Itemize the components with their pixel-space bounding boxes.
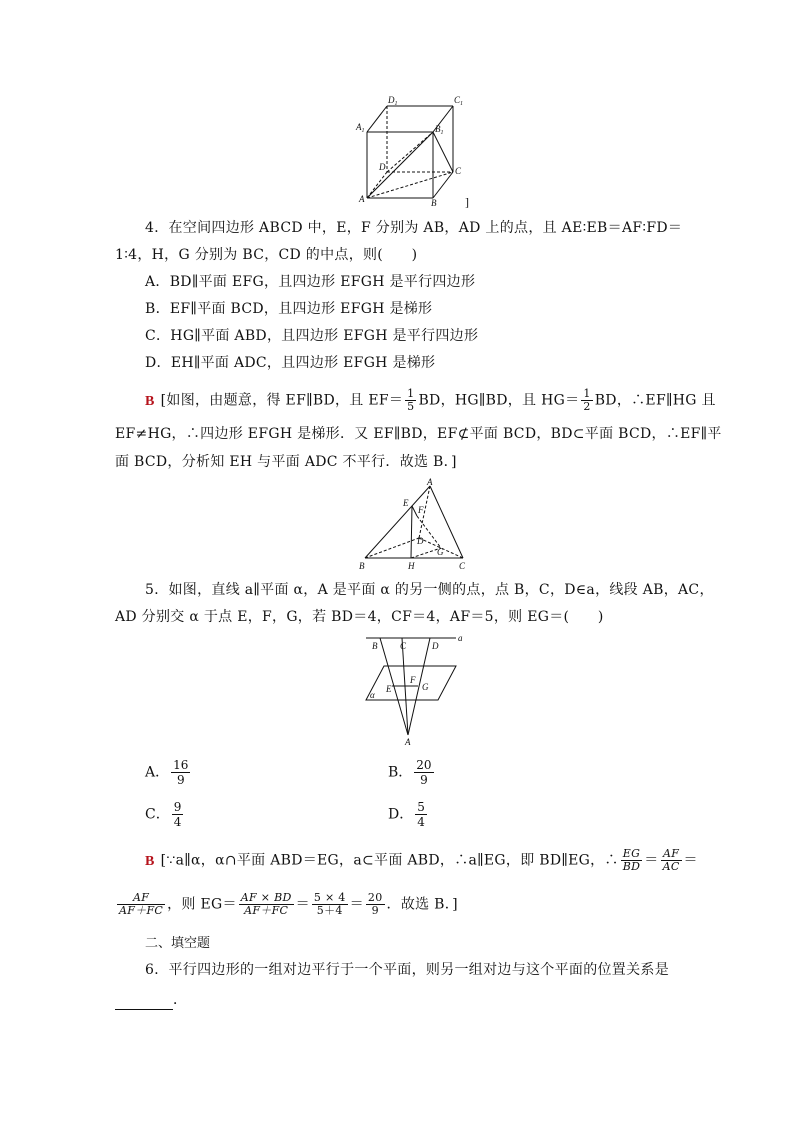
cube-label-b: B	[431, 198, 437, 208]
q5-stem-line2: AD 分别交 α 于点 E，F，G，若 BD＝4，CF＝4，AF＝5，则 EG＝( )	[115, 609, 604, 625]
q5-fraction-af-ac: $\frac{AF}{AC}$	[662, 847, 680, 873]
plane-label-a-point: A	[405, 737, 411, 747]
q5-fraction-af-affc: $\frac{AF}{AF+FC}$	[119, 891, 164, 917]
q5-fraction-numeric: $\frac{5 \times 4}{5+4}$	[313, 891, 346, 917]
q5-option-b: B． $\frac{20}{9}$	[388, 758, 432, 787]
cube-label-c: C	[455, 166, 462, 176]
q5-option-c: C． $\frac{9}{4}$	[145, 800, 182, 829]
cube-label-a1: $A_1$	[356, 122, 365, 134]
q4-fraction-one-half: $\frac{1}{2}$	[583, 387, 591, 413]
q4-fraction-one-fifth: $\frac{1}{5}$	[407, 387, 415, 413]
q4-stem-line2: 1∶4，H，G 分别为 BC，CD 的中点，则( )	[115, 247, 418, 263]
q5-solution-line1: B [∵a∥α，α∩平面 ABD＝EG，a⊂平面 ABD，∴a∥EG，即 BD∥EG，∴ $\frac{EG}{BD}$ ＝ $\frac{AF}{AC}$ ＝	[145, 847, 698, 873]
section-heading-fill-in: 二、填空题	[145, 935, 211, 950]
q4-option-b: B．EF∥平面 BCD，且四边形 EFGH 是梯形	[145, 301, 433, 317]
q4-option-c: C．HG∥平面 ABD，且四边形 EFGH 是平行四边形	[145, 328, 479, 344]
cube-figure	[355, 92, 485, 212]
plane-label-f: F	[410, 675, 416, 685]
plane-label-alpha: α	[370, 690, 375, 700]
plane-label-b: B	[372, 641, 378, 651]
cube-label-c1: $C_1$	[454, 95, 464, 107]
plane-label-g: G	[422, 682, 429, 692]
q5-sol-text-c: ．故选 B．]	[386, 896, 458, 913]
q4-sol-text-a: [如图，由题意，得 EF∥BD，且 EF＝	[160, 392, 404, 409]
plane-label-c: C	[400, 641, 407, 651]
q5-answer-letter: B	[145, 853, 155, 869]
q5-fraction-calc: $\frac{AF \times BD}{AF+FC}$	[240, 891, 292, 917]
q4-answer-letter: B	[145, 393, 155, 409]
cube-label-d: D	[379, 162, 386, 172]
tetra-label-f: F	[418, 505, 424, 515]
q4-sol-text-c: BD，∴EF∥HG 且	[594, 392, 716, 409]
tetra-label-h: H	[408, 561, 415, 571]
q4-solution-line3: 面 BCD，分析知 EH 与平面 ADC 不平行．故选 B．]	[115, 454, 457, 470]
tetra-label-e: E	[403, 498, 409, 508]
q4-solution-line1	[145, 388, 716, 413]
tetra-label-b: B	[359, 561, 365, 571]
q4-sol-text-b: BD，HG∥BD，且 HG＝	[418, 392, 580, 409]
cube-bracket: ]	[465, 195, 469, 209]
tetra-label-a: A	[427, 478, 433, 487]
tetra-label-g: G	[437, 547, 444, 557]
cube-label-b1: $B_1$	[435, 124, 444, 136]
q5-option-d: D． $\frac{5}{4}$	[388, 800, 425, 829]
plane-label-e: E	[386, 684, 392, 694]
cube-label-a: A	[359, 194, 365, 204]
q5-option-a: A． $\frac{16}{9}$	[145, 758, 189, 787]
q4-stem-line1: 4．在空间四边形 ABCD 中，E，F 分别为 AB，AD 上的点，且 AE∶EB＝AF∶FD＝	[145, 220, 683, 236]
plane-label-a-line: a	[458, 633, 463, 643]
tetra-label-c: C	[459, 561, 466, 571]
q6-answer-blank[interactable]	[115, 995, 173, 1010]
q5-sol-text-a: [∵a∥α，α∩平面 ABD＝EG，a⊂平面 ABD，∴a∥EG，即 BD∥EG，∴	[160, 852, 619, 869]
q5-sol-text-b: ，则 EG＝	[167, 896, 237, 913]
q5-solution-line2: $\frac{AF}{AF+FC}$ ，则 EG＝ $\frac{AF \times BD}{AF+FC}$ ＝ $\frac{5 \times 4}{5+4}$ ＝ $\frac{20}{9}$ ．故选 B．]	[119, 891, 458, 917]
q5-stem-line1: 5．如图，直线 a∥平面 α，A 是平面 α 的另一侧的点，点 B，C，D∈a，线段 AB，AC，	[145, 582, 714, 598]
tetrahedron-figure	[355, 478, 475, 573]
q4-solution-line2: EF≠HG，∴四边形 EFGH 是梯形．又 EF∥BD，EF⊄平面 BCD，BD⊂平面 BCD，∴EF∥平	[115, 426, 722, 442]
q4-option-a: A．BD∥平面 EFG，且四边形 EFGH 是平行四边形	[145, 274, 476, 290]
q5-fraction-eg-bd: $\frac{EG}{BD}$	[622, 847, 641, 873]
cube-label-d1: $D_1$	[388, 95, 398, 107]
plane-label-d: D	[432, 641, 439, 651]
q5-fraction-result: $\frac{20}{9}$	[367, 891, 383, 917]
plane-figure	[358, 630, 468, 748]
q6-stem-line1: 6．平行四边形的一组对边平行于一个平面，则另一组对边与这个平面的位置关系是	[145, 962, 670, 978]
q4-option-d: D．EH∥平面 ADC，且四边形 EFGH 是梯形	[145, 355, 436, 371]
tetra-label-d: D	[417, 536, 424, 546]
q6-stem-line2: ．	[115, 990, 187, 1010]
